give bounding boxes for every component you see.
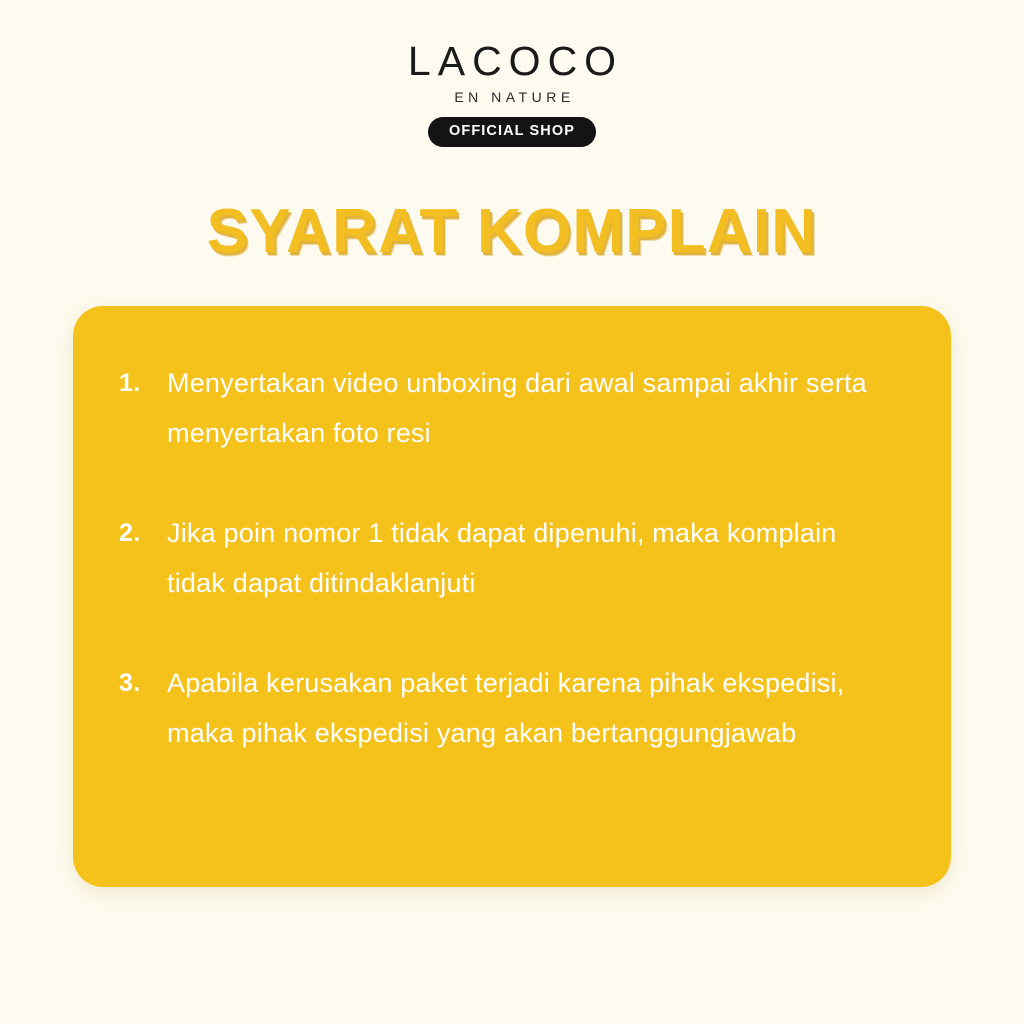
list-item bbox=[119, 658, 893, 758]
terms-list bbox=[119, 358, 893, 758]
page-title: SYARAT KOMPLAIN bbox=[206, 197, 818, 266]
list-item-number: 2. bbox=[119, 519, 141, 547]
official-shop-badge: OFFICIAL SHOP bbox=[428, 117, 596, 147]
list-item-text: Jika poin nomor 1 tidak dapat dipenuhi, maka komplain tidak dapat ditindaklanjuti bbox=[167, 518, 837, 598]
list-item-text: Apabila kerusakan paket terjadi karena pihak ekspedisi, maka pihak ekspedisi yang akan bertanggungjawab bbox=[167, 668, 845, 748]
list-item-number: 3. bbox=[119, 669, 141, 697]
brand-name: LACOCO bbox=[407, 38, 624, 84]
list-item-text: Menyertakan video unboxing dari awal sampai akhir serta menyertakan foto resi bbox=[167, 368, 867, 448]
brand-header bbox=[0, 38, 1024, 147]
brand-tagline: EN NATURE bbox=[454, 89, 575, 105]
list-item bbox=[119, 358, 893, 458]
list-item bbox=[119, 508, 893, 608]
terms-card bbox=[73, 306, 951, 887]
list-item-number: 1. bbox=[119, 369, 141, 397]
